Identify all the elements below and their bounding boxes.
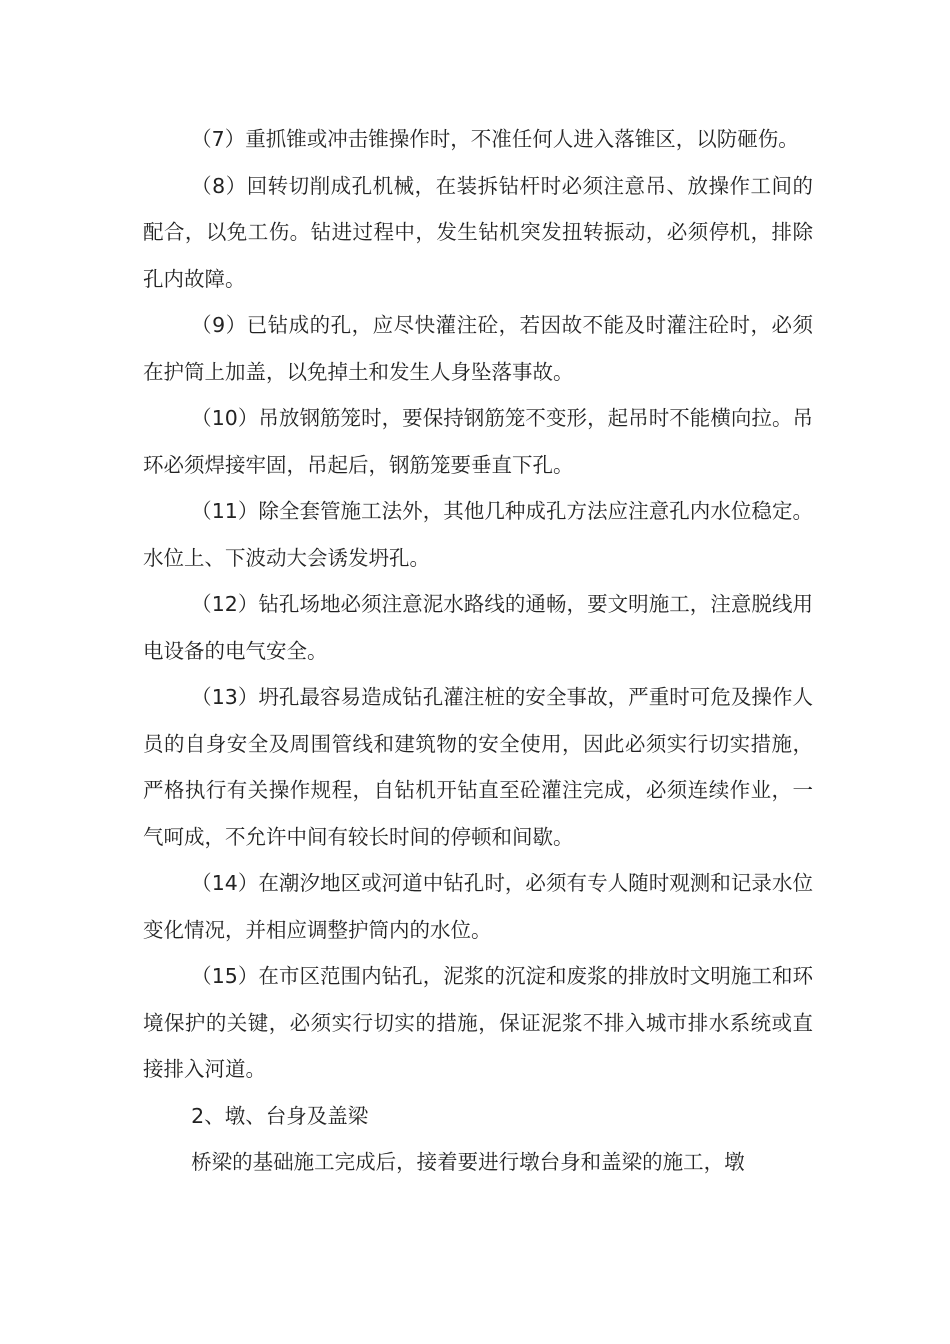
paragraph-item-14: （14）在潮汐地区或河道中钻孔时，必须有专人随时观测和记录水位变化情况，并相应调整护筒内的水位。 [143,871,813,942]
paragraph-item-11: （11）除全套管施工法外，其他几种成孔方法应注意孔内水位稳定。水位上、下波动大会诱发坍孔。 [143,499,813,570]
paragraph-item-7: （7）重抓锥或冲击锥操作时，不准任何人进入落锥区，以防砸伤。 [191,127,799,151]
document-body [143,116,813,1186]
paragraph-item-12: （12）钻孔场地必须注意泥水路线的通畅，要文明施工，注意脱线用电设备的电气安全。 [143,592,813,663]
paragraph-item-13: （13）坍孔最容易造成钻孔灌注桩的安全事故，严重时可危及操作人员的自身安全及周围管线和建筑物的安全使用，因此必须实行切实措施，严格执行有关操作规程，自钻机开钻直至砼灌注完成，必须连续作业，一气呵成，不允许中间有较长时间的停顿和间歇。 [143,685,813,849]
section-intro-paragraph: 桥梁的基础施工完成后，接着要进行墩台身和盖梁的施工，墩 [191,1150,745,1174]
section-heading: 2、墩、台身及盖梁 [191,1103,369,1128]
paragraph-item-9: （9）已钻成的孔，应尽快灌注砼，若因故不能及时灌注砼时，必须在护筒上加盖，以免掉土和发生人身坠落事故。 [143,313,813,384]
paragraph-item-15: （15）在市区范围内钻孔，泥浆的沉淀和废浆的排放时文明施工和环境保护的关键，必须实行切实的措施，保证泥浆不排入城市排水系统或直接排入河道。 [143,964,813,1081]
paragraph-item-10: （10）吊放钢筋笼时，要保持钢筋笼不变形，起吊时不能横向拉。吊环必须焊接牢固，吊起后，钢筋笼要垂直下孔。 [143,406,813,477]
paragraph-item-8: （8）回转切削成孔机械，在装拆钻杆时必须注意吊、放操作工间的配合，以免工伤。钻进过程中，发生钻机突发扭转振动，必须停机，排除孔内故障。 [143,173,813,291]
